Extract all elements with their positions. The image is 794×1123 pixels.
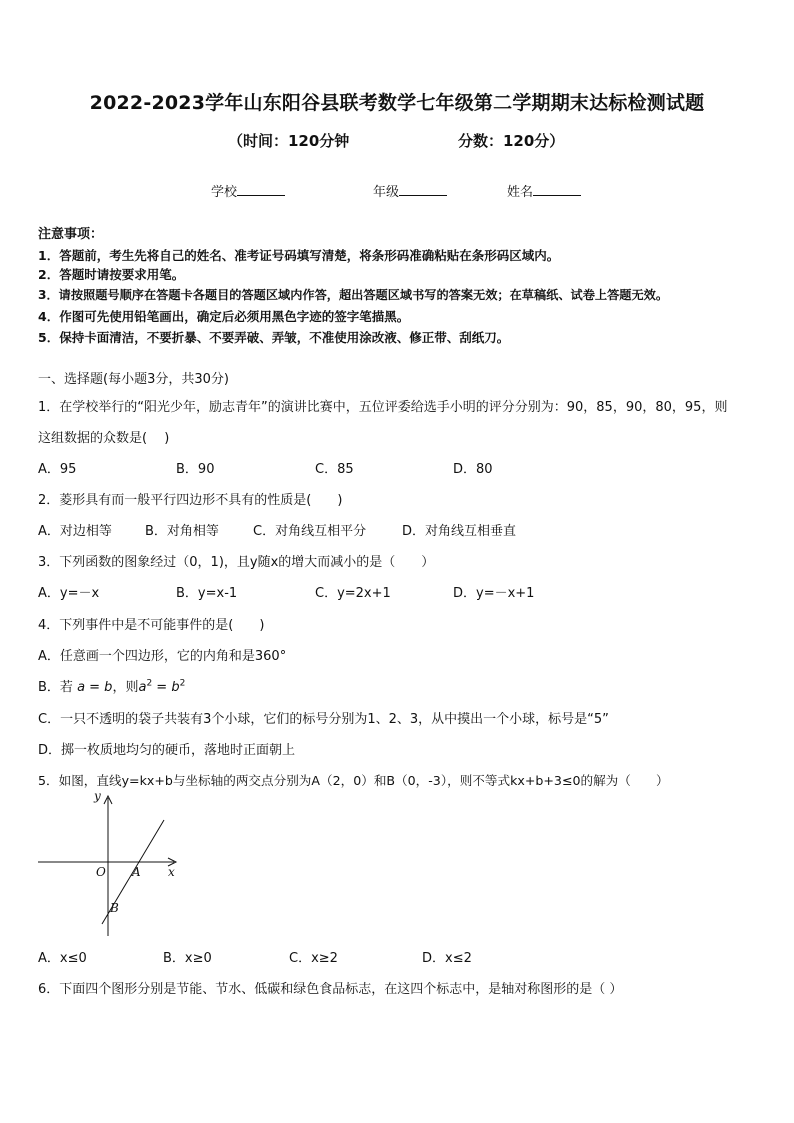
point-a-label: A xyxy=(132,865,141,879)
note-item: 2．答题时请按要求用笔。 xyxy=(38,267,185,282)
section-heading: 一、选择题(每小题3分，共30分) xyxy=(38,372,229,387)
q4-b-base1: a xyxy=(138,680,147,695)
q4-option-d: D．掷一枚质地均匀的硬币，落地时正面朝上 xyxy=(38,743,296,758)
q4-b-prefix: B．若 xyxy=(38,680,73,695)
q4-b-math: a = b xyxy=(77,680,113,695)
grade-field xyxy=(373,181,447,200)
note-item: 5．保持卡面清洁，不要折暴、不要弄破、弄皱，不准使用涂改液、修正带、刮纸刀。 xyxy=(38,330,510,345)
question-6: 6．下面四个图形分别是节能、节水、低碳和绿色食品标志，在这四个标志中，是轴对称图形的是（ ） xyxy=(38,982,623,997)
question-1-line-1: 1．在学校举行的“阳光少年，励志青年”的演讲比赛中，五位评委给选手小明的评分分别为：90，85，90，80，95，则 xyxy=(38,400,728,415)
q2-option-a: A．对边相等 xyxy=(38,524,112,539)
x-label: x xyxy=(168,865,175,879)
q1-option-a: A．95 xyxy=(38,462,77,477)
q5-option-c: C．x≥2 xyxy=(289,951,338,966)
q2-option-b: B．对角相等 xyxy=(145,524,219,539)
q4-b-eq: = xyxy=(152,680,172,695)
school-field xyxy=(211,181,285,200)
q3-option-b: B．y=x-1 xyxy=(176,586,238,601)
q4-b-exp1: 2 xyxy=(146,678,153,689)
name-field xyxy=(507,181,581,200)
q1-option-d: D．80 xyxy=(453,462,493,477)
note-item: 4．作图可先使用铅笔画出，确定后必须用黑色字迹的签字笔描黑。 xyxy=(38,309,410,324)
q3-option-a: A．y=－x xyxy=(38,586,100,601)
exam-score: 分数：120分） xyxy=(458,132,565,150)
q1-option-b: B．90 xyxy=(176,462,215,477)
q3-option-c: C．y=2x+1 xyxy=(315,586,391,601)
grade-label: 年级 xyxy=(373,185,400,200)
q5-option-b: B．x≥0 xyxy=(163,951,212,966)
name-label: 姓名 xyxy=(507,185,534,200)
note-item: 1．答题前，考生先将自己的姓名、准考证号码填写清楚，将条形码准确粘贴在条形码区域内。 xyxy=(38,248,560,263)
q2-option-c: C．对角线互相平分 xyxy=(253,524,367,539)
q4-option-b xyxy=(38,676,185,695)
q2-option-d: D．对角线互相垂直 xyxy=(402,524,517,539)
page-title: 2022-2023学年山东阳谷县联考数学七年级第二学期期末达标检测试题 xyxy=(89,92,705,114)
y-label: y xyxy=(94,789,101,803)
q5-coordinate-graph xyxy=(36,786,186,938)
q4-b-base2: b xyxy=(171,680,180,695)
q3-option-d: D．y=－x+1 xyxy=(453,586,535,601)
q5-option-d: D．x≤2 xyxy=(422,951,472,966)
school-blank[interactable] xyxy=(237,184,285,196)
note-item: 3．请按照题号顺序在答题卡各题目的答题区域内作答，超出答题区域书写的答案无效；在草稿纸、试卷上答题无效。 xyxy=(38,288,669,302)
q1-option-c: C．85 xyxy=(315,462,354,477)
q5-option-a: A．x≤0 xyxy=(38,951,87,966)
question-1-line-2: 这组数据的众数是( ) xyxy=(38,431,170,446)
question-4: 4．下列事件中是不可能事件的是( ) xyxy=(38,618,265,633)
question-2: 2．菱形具有而一般平行四边形不具有的性质是( ) xyxy=(38,493,343,508)
question-5: 5．如图，直线y=kx+b与坐标轴的两交点分别为A（2，0）和B（0，-3），则不等式kx+b+3≤0的解为（ ） xyxy=(38,773,669,788)
question-3: 3．下列函数的图象经过（0，1)，且y随x的增大而减小的是（ ） xyxy=(38,555,435,570)
origin-label: O xyxy=(96,865,106,879)
name-blank[interactable] xyxy=(533,184,581,196)
exam-time: （时间：120分钟 xyxy=(228,132,350,150)
q4-b-mid: ，则 xyxy=(112,680,139,695)
q4-option-a: A．任意画一个四边形，它的内角和是360° xyxy=(38,649,287,664)
q4-b-exp2: 2 xyxy=(179,678,186,689)
school-label: 学校 xyxy=(211,185,238,200)
point-b-label: B xyxy=(110,901,119,915)
notes-heading: 注意事项： xyxy=(38,227,104,242)
q4-option-c: C．一只不透明的袋子共装有3个小球，它们的标号分别为1、2、3，从中摸出一个小球，标号是“5” xyxy=(38,712,609,727)
grade-blank[interactable] xyxy=(399,184,447,196)
